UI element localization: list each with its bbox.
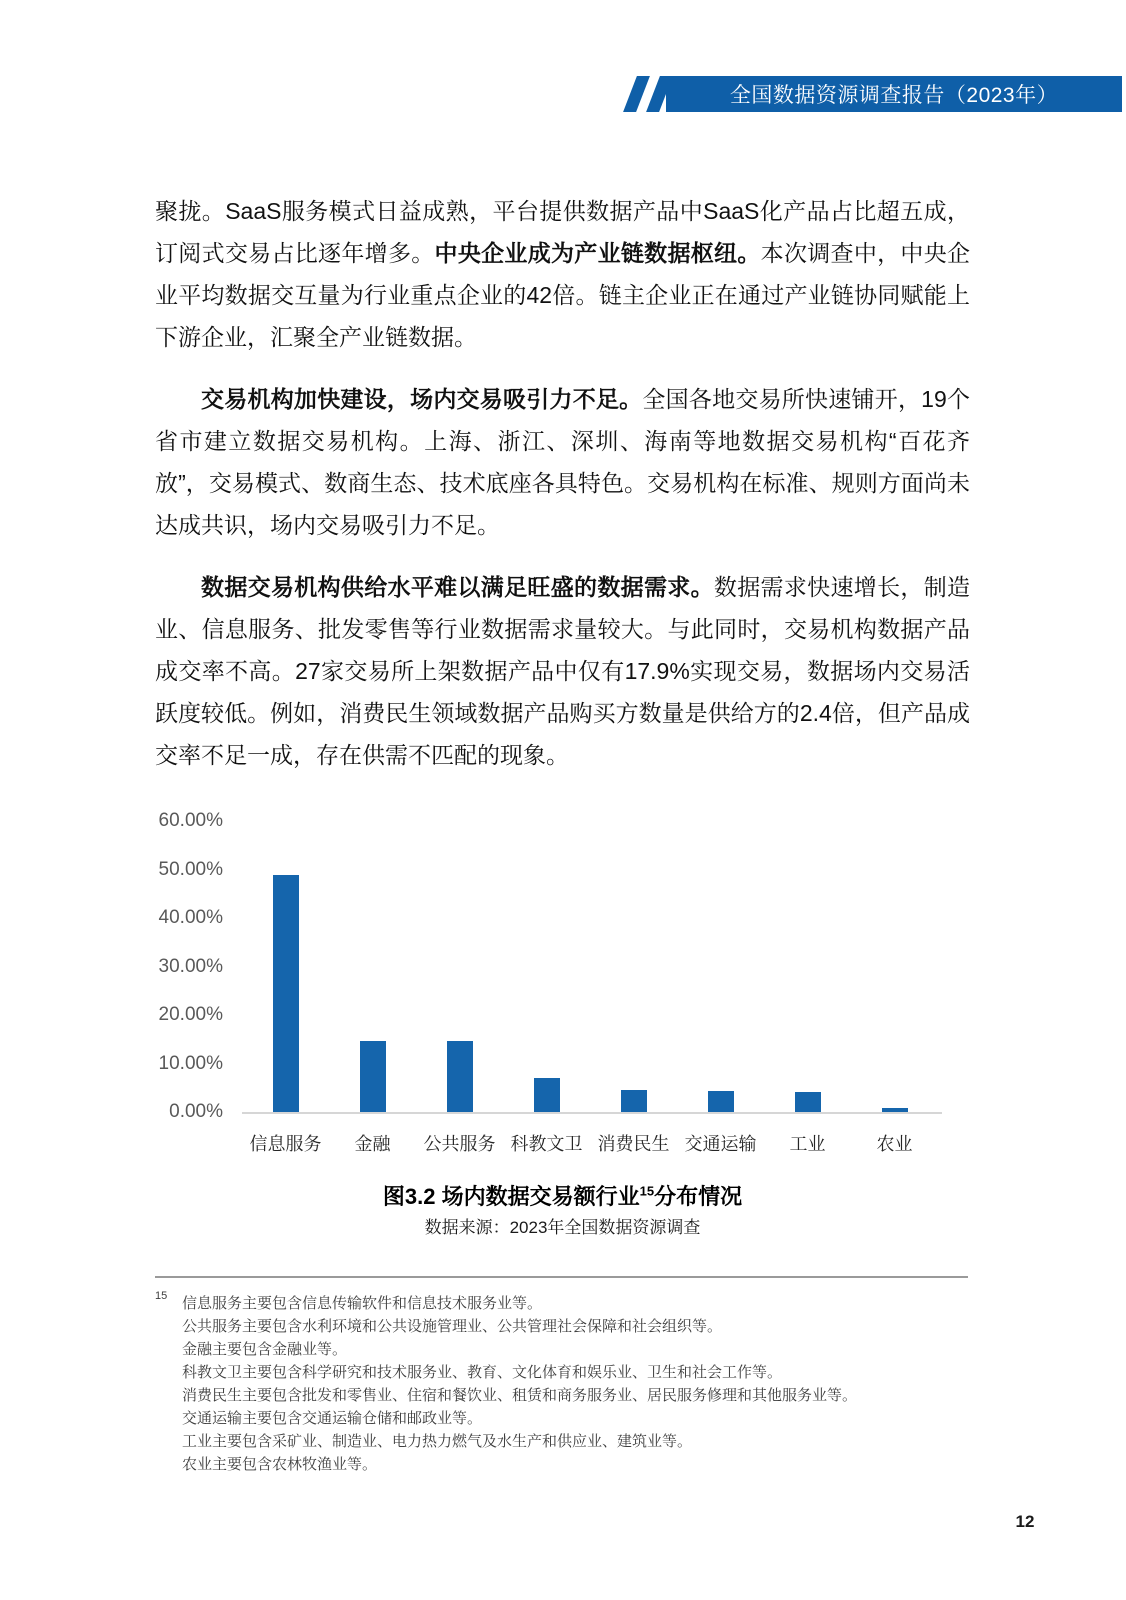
- chart-y-axis-label: 50.00%: [158, 858, 223, 880]
- chart-y-axis-label: 0.00%: [169, 1101, 223, 1122]
- footnotes: [155, 1292, 970, 1476]
- paragraph-run: 全国各地交易所快速铺开，19个省市建立数据交易机构。上海、浙江、深圳、海南等地数据交易机构“百花齐放”，交易模式、数商生态、技术底座各具特色。交易机构在标准、规则方面尚未达成共识，场内交易吸引力不足。: [155, 386, 970, 538]
- chart-bar: [273, 875, 299, 1112]
- paragraph-bold-run: 数据交易机构供给水平难以满足旺盛的数据需求。: [201, 574, 714, 600]
- chart-x-axis-label: 金融: [354, 1134, 391, 1154]
- paragraph-bold-run: 中央企业成为产业链数据枢纽。: [434, 240, 761, 266]
- footnote-line: 信息服务主要包含信息传输软件和信息技术服务业等。: [182, 1295, 543, 1312]
- chart-bar: [447, 1041, 473, 1112]
- page-number: 12: [1015, 1512, 1035, 1531]
- footnote-line: 科教文卫主要包含科学研究和技术服务业、教育、文化体育和娱乐业、卫生和社会工作等。: [182, 1364, 783, 1381]
- figure-caption-suffix: 分布情况: [654, 1184, 743, 1209]
- chart-bar: [882, 1108, 908, 1112]
- chart-y-axis-label: 30.00%: [158, 955, 223, 977]
- data-source: 数据来源：2023年全国数据资源调查: [424, 1218, 701, 1237]
- footnote-line: 金融主要包含金融业等。: [182, 1341, 348, 1358]
- footnote-lines: [182, 1292, 970, 1476]
- footnote-marker: 15: [155, 1290, 168, 1302]
- paragraph-bold-run: 交易机构加快建设，场内交易吸引力不足。: [201, 386, 643, 412]
- footnote-line: 公共服务主要包含水利环境和公共设施管理业、公共管理社会保障和社会组织等。: [182, 1318, 723, 1335]
- chart-x-axis-label: 消费民生: [597, 1134, 670, 1154]
- chart-y-axis-label: 10.00%: [158, 1052, 223, 1074]
- paragraph: [155, 190, 970, 358]
- paragraph-run: 聚拢。SaaS服务模式日益成熟，平台提供数据产品中SaaS化产品占比超五成，订阅式交易占比逐年增多。: [155, 198, 970, 266]
- figure-caption-prefix: 图3.2 场内数据交易额行业: [382, 1184, 640, 1209]
- figure-caption-footnote-ref: 15: [639, 1183, 655, 1199]
- paragraph: [155, 566, 970, 776]
- chart-x-axis-label: 工业: [789, 1134, 826, 1154]
- chart-y-axis-label: 60.00%: [158, 810, 223, 831]
- figure-caption: [155, 1180, 970, 1211]
- chart-x-axis-line: [242, 1112, 942, 1114]
- chart-bar: [534, 1078, 560, 1112]
- report-title: 全国数据资源调查报告（2023年）: [729, 84, 1059, 107]
- footnote-line: 工业主要包含采矿业、制造业、电力热力燃气及水生产和供应业、建筑业等。: [182, 1433, 693, 1450]
- chart-x-axis-label: 科教文卫: [510, 1134, 583, 1154]
- footnote-line: 消费民生主要包含批发和零售业、住宿和餐饮业、租赁和商务服务业、居民服务修理和其他服务业等。: [182, 1387, 858, 1404]
- header-bar: [666, 76, 1122, 112]
- footnote-line: 农业主要包含农林牧渔业等。: [182, 1456, 378, 1473]
- chart-x-axis-label: 公共服务: [423, 1134, 496, 1154]
- chart-y-axis-label: 20.00%: [158, 1004, 223, 1025]
- bar-chart: [155, 790, 970, 1175]
- footnote-divider: [155, 1276, 968, 1278]
- paragraph-run: 数据需求快速增长，制造业、信息服务、批发零售等行业数据需求量较大。与此同时，交易机构数据产品成交率不高。27家交易所上架数据产品中仅有17.9%实现交易，数据场内交易活跃度较低。例如，消费民生领域数据产品购买方数量是供给方的2.4倍，但产品成交率不足一成，存在供需不匹配的现象。: [155, 574, 970, 768]
- chart-y-axis-label: 40.00%: [158, 907, 223, 928]
- chart-bar: [795, 1092, 821, 1112]
- footnote-line: 交通运输主要包含交通运输仓储和邮政业等。: [182, 1410, 483, 1427]
- chart-x-axis-label: 信息服务: [249, 1134, 322, 1154]
- chart-x-axis-label: 农业: [876, 1134, 913, 1154]
- chart-x-axis-label: 交通运输: [684, 1134, 757, 1154]
- paragraph-run: 本次调查中，中央企业平均数据交互量为行业重点企业的42倍。链主企业正在通过产业链协同赋能上下游企业，汇聚全产业链数据。: [155, 240, 971, 350]
- body-text: [155, 190, 970, 776]
- paragraph: [155, 378, 970, 546]
- chart-bar: [621, 1090, 647, 1112]
- chart-bar: [360, 1041, 386, 1112]
- header-slash-icon: [623, 76, 650, 112]
- chart-bar: [708, 1091, 734, 1112]
